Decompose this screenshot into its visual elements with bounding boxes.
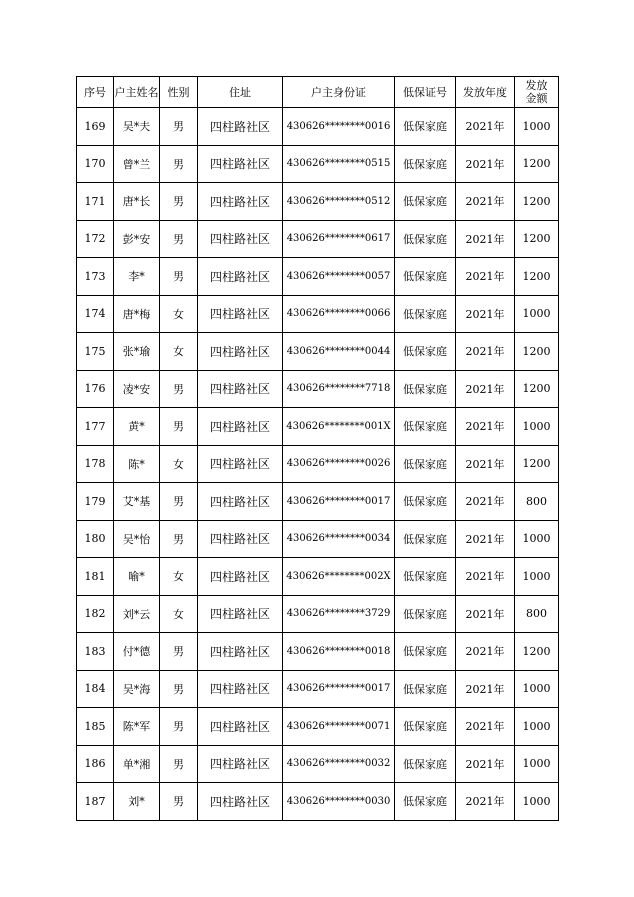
header-amount: [515, 77, 559, 108]
cell-name: 张*瑜: [114, 333, 160, 371]
cell-id-card: 430626********0032: [283, 745, 395, 783]
cell-seq: 186: [77, 745, 114, 783]
cell-amount: 1200: [515, 445, 559, 483]
cell-address: 四柱路社区: [198, 520, 283, 558]
cell-gender: 男: [160, 258, 198, 296]
cell-gender: 男: [160, 745, 198, 783]
header-amount-line1: 发放: [525, 79, 548, 92]
cell-id-card: 430626********0030: [283, 783, 395, 821]
cell-gender: 男: [160, 633, 198, 671]
cell-cert-no: 低保家庭: [395, 145, 456, 183]
cell-id-card: 430626********0017: [283, 483, 395, 521]
cell-seq: 169: [77, 108, 114, 146]
cell-address: 四柱路社区: [198, 445, 283, 483]
cell-gender: 女: [160, 595, 198, 633]
cell-address: 四柱路社区: [198, 558, 283, 596]
cell-name: 吴*夫: [114, 108, 160, 146]
cell-seq: 182: [77, 595, 114, 633]
cell-year: 2021年: [456, 483, 515, 521]
cell-amount: 1000: [515, 745, 559, 783]
cell-amount: 1200: [515, 220, 559, 258]
cell-seq: 174: [77, 295, 114, 333]
cell-seq: 175: [77, 333, 114, 371]
cell-id-card: 430626********0026: [283, 445, 395, 483]
cell-amount: 1200: [515, 145, 559, 183]
cell-cert-no: 低保家庭: [395, 295, 456, 333]
cell-address: 四柱路社区: [198, 708, 283, 746]
table-row: [77, 520, 559, 558]
table-row: [77, 595, 559, 633]
table-row: [77, 220, 559, 258]
table-row: [77, 633, 559, 671]
cell-seq: 179: [77, 483, 114, 521]
cell-name: 单*湘: [114, 745, 160, 783]
cell-year: 2021年: [456, 220, 515, 258]
cell-id-card: 430626********0017: [283, 670, 395, 708]
table-row: [77, 183, 559, 221]
cell-name: 凌*安: [114, 370, 160, 408]
cell-seq: 176: [77, 370, 114, 408]
cell-address: 四柱路社区: [198, 595, 283, 633]
cell-address: 四柱路社区: [198, 483, 283, 521]
table-row: [77, 333, 559, 371]
cell-name: 陈*: [114, 445, 160, 483]
cell-name: 喻*: [114, 558, 160, 596]
cell-address: 四柱路社区: [198, 258, 283, 296]
cell-name: 彭*安: [114, 220, 160, 258]
table-body: [77, 108, 559, 821]
cell-year: 2021年: [456, 183, 515, 221]
cell-year: 2021年: [456, 783, 515, 821]
cell-address: 四柱路社区: [198, 108, 283, 146]
table-row: [77, 745, 559, 783]
cell-cert-no: 低保家庭: [395, 108, 456, 146]
cell-name: 曾*兰: [114, 145, 160, 183]
cell-year: 2021年: [456, 258, 515, 296]
cell-cert-no: 低保家庭: [395, 408, 456, 446]
cell-address: 四柱路社区: [198, 783, 283, 821]
cell-gender: 男: [160, 708, 198, 746]
cell-name: 黄*: [114, 408, 160, 446]
table-row: [77, 108, 559, 146]
cell-id-card: 430626********0512: [283, 183, 395, 221]
header-amount-line2: 金额: [525, 92, 548, 105]
cell-address: 四柱路社区: [198, 370, 283, 408]
cell-cert-no: 低保家庭: [395, 783, 456, 821]
cell-gender: 男: [160, 220, 198, 258]
header-name: 户主姓名: [114, 77, 160, 108]
cell-gender: 男: [160, 783, 198, 821]
cell-id-card: 430626********7718: [283, 370, 395, 408]
header-year: 发放年度: [456, 77, 515, 108]
cell-name: 唐*长: [114, 183, 160, 221]
cell-id-card: 430626********0515: [283, 145, 395, 183]
cell-cert-no: 低保家庭: [395, 558, 456, 596]
cell-cert-no: 低保家庭: [395, 370, 456, 408]
cell-address: 四柱路社区: [198, 408, 283, 446]
cell-address: 四柱路社区: [198, 145, 283, 183]
cell-year: 2021年: [456, 445, 515, 483]
cell-amount: 1200: [515, 183, 559, 221]
cell-address: 四柱路社区: [198, 295, 283, 333]
cell-name: 唐*梅: [114, 295, 160, 333]
header-id-card: 户主身份证: [283, 77, 395, 108]
cell-id-card: 430626********0044: [283, 333, 395, 371]
cell-amount: 1000: [515, 520, 559, 558]
table-row: [77, 708, 559, 746]
table-row: [77, 408, 559, 446]
cell-year: 2021年: [456, 408, 515, 446]
table-row: [77, 783, 559, 821]
cell-gender: 男: [160, 483, 198, 521]
cell-amount: 1000: [515, 295, 559, 333]
cell-gender: 女: [160, 558, 198, 596]
cell-seq: 181: [77, 558, 114, 596]
cell-year: 2021年: [456, 295, 515, 333]
table-row: [77, 483, 559, 521]
table-row: [77, 670, 559, 708]
cell-id-card: 430626********0071: [283, 708, 395, 746]
cell-cert-no: 低保家庭: [395, 633, 456, 671]
cell-address: 四柱路社区: [198, 333, 283, 371]
cell-amount: 800: [515, 483, 559, 521]
cell-name: 陈*军: [114, 708, 160, 746]
cell-seq: 170: [77, 145, 114, 183]
cell-id-card: 430626********0018: [283, 633, 395, 671]
cell-address: 四柱路社区: [198, 633, 283, 671]
cell-cert-no: 低保家庭: [395, 445, 456, 483]
cell-id-card: 430626********0034: [283, 520, 395, 558]
cell-gender: 女: [160, 445, 198, 483]
table-row: [77, 370, 559, 408]
cell-name: 吴*海: [114, 670, 160, 708]
table-row: [77, 258, 559, 296]
cell-gender: 男: [160, 670, 198, 708]
cell-id-card: 430626********001X: [283, 408, 395, 446]
cell-id-card: 430626********0057: [283, 258, 395, 296]
cell-name: 李*: [114, 258, 160, 296]
cell-seq: 185: [77, 708, 114, 746]
cell-cert-no: 低保家庭: [395, 708, 456, 746]
cell-seq: 171: [77, 183, 114, 221]
cell-id-card: 430626********002X: [283, 558, 395, 596]
cell-seq: 183: [77, 633, 114, 671]
cell-cert-no: 低保家庭: [395, 745, 456, 783]
cell-cert-no: 低保家庭: [395, 333, 456, 371]
cell-amount: 1000: [515, 708, 559, 746]
header-address: 住址: [198, 77, 283, 108]
cell-year: 2021年: [456, 370, 515, 408]
cell-amount: 1200: [515, 370, 559, 408]
cell-cert-no: 低保家庭: [395, 595, 456, 633]
cell-year: 2021年: [456, 558, 515, 596]
cell-address: 四柱路社区: [198, 183, 283, 221]
cell-gender: 男: [160, 183, 198, 221]
cell-name: 艾*基: [114, 483, 160, 521]
cell-cert-no: 低保家庭: [395, 258, 456, 296]
cell-amount: 1000: [515, 408, 559, 446]
cell-address: 四柱路社区: [198, 745, 283, 783]
cell-amount: 1200: [515, 633, 559, 671]
cell-cert-no: 低保家庭: [395, 670, 456, 708]
cell-gender: 女: [160, 295, 198, 333]
cell-address: 四柱路社区: [198, 220, 283, 258]
cell-id-card: 430626********0066: [283, 295, 395, 333]
cell-id-card: 430626********0016: [283, 108, 395, 146]
cell-gender: 男: [160, 408, 198, 446]
cell-gender: 男: [160, 520, 198, 558]
cell-year: 2021年: [456, 333, 515, 371]
cell-name: 刘*: [114, 783, 160, 821]
cell-seq: 184: [77, 670, 114, 708]
cell-cert-no: 低保家庭: [395, 183, 456, 221]
table-row: [77, 445, 559, 483]
header-gender: 性别: [160, 77, 198, 108]
cell-year: 2021年: [456, 745, 515, 783]
cell-seq: 172: [77, 220, 114, 258]
cell-year: 2021年: [456, 708, 515, 746]
cell-cert-no: 低保家庭: [395, 483, 456, 521]
cell-year: 2021年: [456, 670, 515, 708]
cell-gender: 男: [160, 108, 198, 146]
cell-amount: 1000: [515, 108, 559, 146]
subsidy-roster-table: [76, 76, 559, 821]
cell-gender: 男: [160, 370, 198, 408]
cell-amount: 800: [515, 595, 559, 633]
table-row: [77, 295, 559, 333]
header-row: [77, 77, 559, 108]
cell-name: 付*德: [114, 633, 160, 671]
cell-cert-no: 低保家庭: [395, 520, 456, 558]
cell-name: 吴*怡: [114, 520, 160, 558]
cell-gender: 女: [160, 333, 198, 371]
cell-amount: 1000: [515, 670, 559, 708]
cell-amount: 1200: [515, 258, 559, 296]
cell-name: 刘*云: [114, 595, 160, 633]
cell-address: 四柱路社区: [198, 670, 283, 708]
cell-id-card: 430626********3729: [283, 595, 395, 633]
header-cert-no: 低保证号: [395, 77, 456, 108]
table-row: [77, 558, 559, 596]
cell-seq: 173: [77, 258, 114, 296]
cell-cert-no: 低保家庭: [395, 220, 456, 258]
header-seq: 序号: [77, 77, 114, 108]
cell-seq: 178: [77, 445, 114, 483]
cell-amount: 1000: [515, 783, 559, 821]
cell-seq: 177: [77, 408, 114, 446]
cell-amount: 1000: [515, 558, 559, 596]
cell-seq: 187: [77, 783, 114, 821]
cell-amount: 1200: [515, 333, 559, 371]
cell-seq: 180: [77, 520, 114, 558]
cell-year: 2021年: [456, 595, 515, 633]
table-row: [77, 145, 559, 183]
cell-year: 2021年: [456, 108, 515, 146]
cell-year: 2021年: [456, 633, 515, 671]
cell-gender: 男: [160, 145, 198, 183]
cell-year: 2021年: [456, 520, 515, 558]
cell-year: 2021年: [456, 145, 515, 183]
cell-id-card: 430626********0617: [283, 220, 395, 258]
